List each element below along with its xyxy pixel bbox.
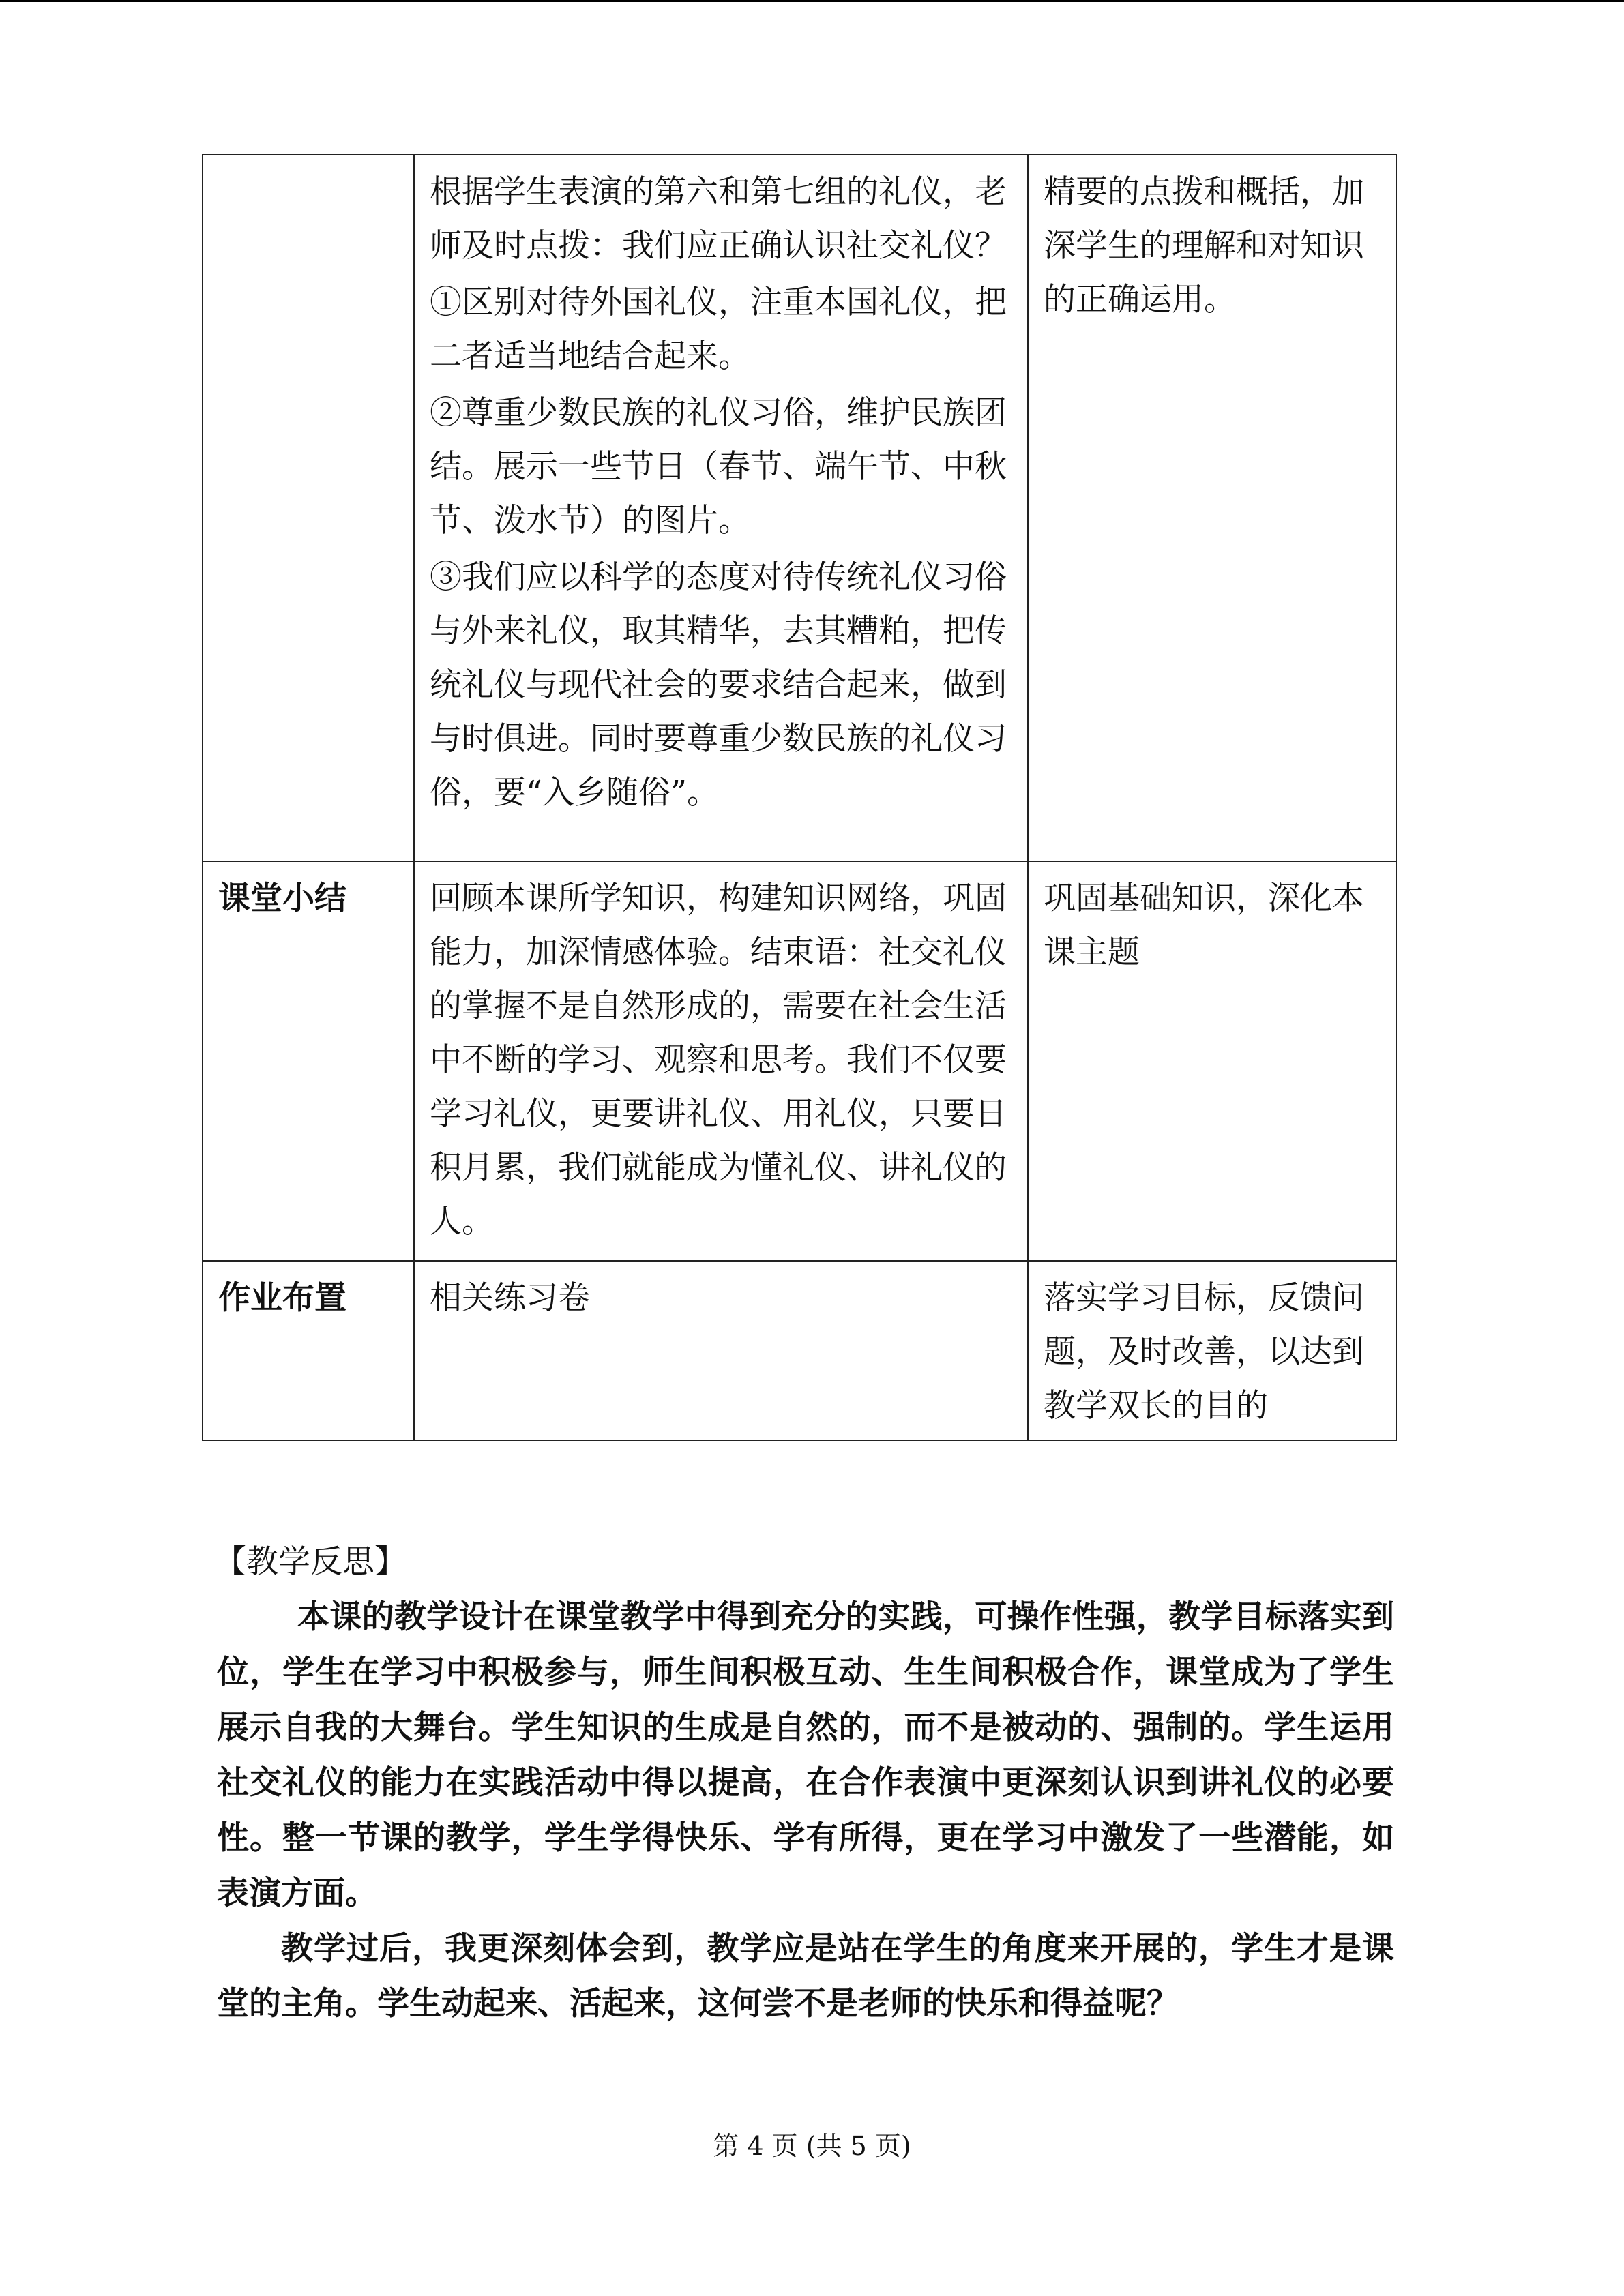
page-number: 第 4 页 (共 5 页) bbox=[713, 2131, 911, 2161]
row-purpose: 落实学习目标，反馈问题，及时改善，以达到教学双长的目的 bbox=[1028, 1261, 1396, 1440]
content-paragraph: ①区别对待外国礼仪，注重本国礼仪，把二者适当地结合起来。 bbox=[430, 284, 1007, 375]
table-row bbox=[203, 155, 1396, 861]
row-content bbox=[414, 155, 1028, 861]
reflection-paragraph: 本课的教学设计在课堂教学中得到充分的实践，可操作性强，教学目标落实到位，学生在学习中积极参与，师生间积极互动、生生间积极合作，课堂成为了学生展示自我的大舞台。学生知识的生成是自然的，而不是被动的、强制的。学生运用社交礼仪的能力在实践活动中得以提高，在合作表演中更深刻认识到讲礼仪的必要性。整一节课的教学，学生学得快乐、学有所得，更在学习中激发了一些潜能，如表演方面。 bbox=[217, 1598, 1394, 1912]
row-purpose: 巩固基础知识，深化本课主题 bbox=[1028, 861, 1396, 1261]
content-paragraph: ②尊重少数民族的礼仪习俗，维护民族团结。展示一些节日（春节、端午节、中秋节、泼水节）的图片。 bbox=[430, 394, 1007, 539]
reflection-paragraph: 教学过后，我更深刻体会到，教学应是站在学生的角度来开展的，学生才是课堂的主角。学生动起来、活起来，这何尝不是老师的快乐和得益呢？ bbox=[217, 1930, 1394, 2023]
row-label: 作业布置 bbox=[203, 1261, 414, 1440]
row-label: 课堂小结 bbox=[203, 861, 414, 1261]
row-purpose: 精要的点拨和概括，加深学生的理解和对知识的正确运用。 bbox=[1028, 155, 1396, 861]
lesson-plan-table bbox=[202, 154, 1397, 1441]
row-content bbox=[414, 1261, 1028, 1440]
table-row bbox=[203, 861, 1396, 1261]
row-content bbox=[414, 861, 1028, 1261]
row-label bbox=[203, 155, 414, 861]
table-row bbox=[203, 1261, 1396, 1440]
content-paragraph: 根据学生表演的第六和第七组的礼仪，老师及时点拨：我们应正确认识社交礼仪？ bbox=[430, 173, 1007, 265]
section-heading: 【教学反思】 bbox=[214, 1543, 407, 1581]
teaching-reflection-section bbox=[214, 1534, 1394, 2031]
page-top-border bbox=[0, 0, 1624, 2]
content-paragraph: ③我们应以科学的态度对待传统礼仪习俗与外来礼仪，取其精华，去其糟粕，把传统礼仪与现代社会的要求结合起来，做到与时俱进。同时要尊重少数民族的礼仪习俗，要“入乡随俗”。 bbox=[430, 558, 1007, 811]
content-paragraph: 相关练习卷 bbox=[430, 1279, 590, 1317]
content-paragraph: 回顾本课所学知识，构建知识网络，巩固能力，加深情感体验。结束语：社交礼仪的掌握不是自然形成的，需要在社会生活中不断的学习、观察和思考。我们不仅要学习礼仪，更要讲礼仪、用礼仪，只要日积月累，我们就能成为懂礼仪、讲礼仪的人。 bbox=[430, 880, 1007, 1240]
